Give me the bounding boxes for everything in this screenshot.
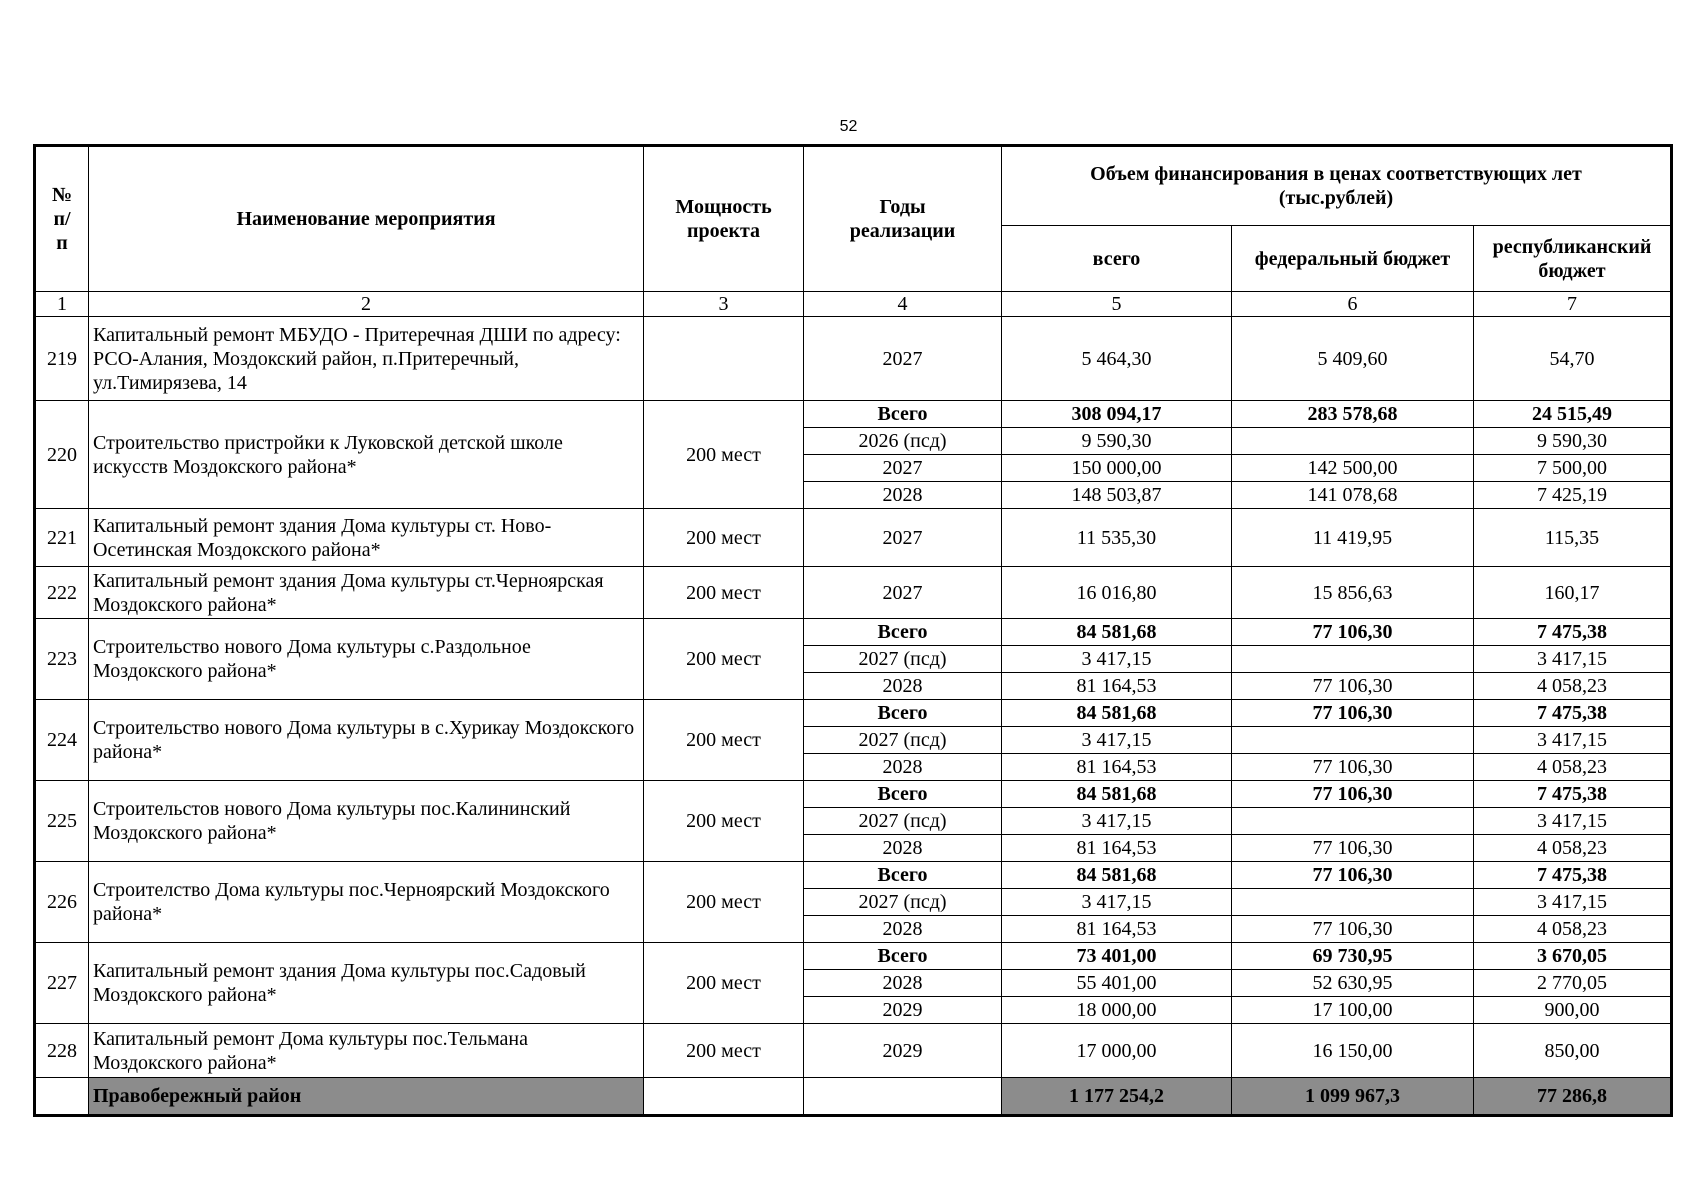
funding-total: 55 401,00 bbox=[1002, 970, 1232, 997]
implementation-year: 2029 bbox=[804, 997, 1002, 1024]
funding-republic: 3 417,15 bbox=[1474, 889, 1672, 916]
header-years: Годы реализации bbox=[804, 146, 1002, 292]
funding-republic: 7 475,38 bbox=[1474, 619, 1672, 646]
funding-total: 73 401,00 bbox=[1002, 943, 1232, 970]
implementation-year: 2027 bbox=[804, 567, 1002, 619]
funding-federal: 16 150,00 bbox=[1232, 1024, 1474, 1078]
event-name: Капитальный ремонт здания Дома культуры пос.Садовый Моздокского района* bbox=[89, 943, 644, 1024]
funding-total: 3 417,15 bbox=[1002, 808, 1232, 835]
implementation-year: 2029 bbox=[804, 1024, 1002, 1078]
funding-total: 81 164,53 bbox=[1002, 916, 1232, 943]
column-index-row bbox=[35, 292, 1672, 317]
table-row bbox=[35, 567, 1672, 619]
row-number: 225 bbox=[35, 781, 89, 862]
funding-total: 17 000,00 bbox=[1002, 1024, 1232, 1078]
funding-federal: 52 630,95 bbox=[1232, 970, 1474, 997]
project-capacity bbox=[644, 317, 804, 401]
funding-federal: 5 409,60 bbox=[1232, 317, 1474, 401]
funding-total: 81 164,53 bbox=[1002, 673, 1232, 700]
funding-federal bbox=[1232, 808, 1474, 835]
funding-republic: 3 670,05 bbox=[1474, 943, 1672, 970]
funding-total: 9 590,30 bbox=[1002, 428, 1232, 455]
funding-republic: 7 475,38 bbox=[1474, 862, 1672, 889]
header-num: № п/п bbox=[35, 146, 89, 292]
column-index: 1 bbox=[35, 292, 89, 317]
row-number: 224 bbox=[35, 700, 89, 781]
header-row-1 bbox=[35, 146, 1672, 226]
funding-republic: 7 475,38 bbox=[1474, 700, 1672, 727]
funding-republic: 4 058,23 bbox=[1474, 916, 1672, 943]
project-capacity: 200 мест bbox=[644, 509, 804, 567]
funding-federal: 17 100,00 bbox=[1232, 997, 1474, 1024]
implementation-year: Всего bbox=[804, 619, 1002, 646]
row-number: 221 bbox=[35, 509, 89, 567]
funding-federal: 141 078,68 bbox=[1232, 482, 1474, 509]
funding-federal bbox=[1232, 727, 1474, 754]
funding-federal: 11 419,95 bbox=[1232, 509, 1474, 567]
project-capacity: 200 мест bbox=[644, 700, 804, 781]
column-index: 5 bbox=[1002, 292, 1232, 317]
total-row-years-cell bbox=[804, 1078, 1002, 1116]
header-name: Наименование мероприятия bbox=[89, 146, 644, 292]
implementation-year: 2028 bbox=[804, 673, 1002, 700]
header-capacity: Мощность проекта bbox=[644, 146, 804, 292]
funding-republic: 4 058,23 bbox=[1474, 835, 1672, 862]
column-index: 7 bbox=[1474, 292, 1672, 317]
column-index: 4 bbox=[804, 292, 1002, 317]
total-row-federal: 1 099 967,3 bbox=[1232, 1078, 1474, 1116]
event-name: Капитальный ремонт Дома культуры пос.Тельмана Моздокского района* bbox=[89, 1024, 644, 1078]
funding-total: 81 164,53 bbox=[1002, 835, 1232, 862]
event-name: Строительство нового Дома культуры в с.Хурикау Моздокского района* bbox=[89, 700, 644, 781]
header-federal: федеральный бюджет bbox=[1232, 226, 1474, 292]
row-number: 227 bbox=[35, 943, 89, 1024]
implementation-year: 2028 bbox=[804, 970, 1002, 997]
row-number: 222 bbox=[35, 567, 89, 619]
total-row-republic: 77 286,8 bbox=[1474, 1078, 1672, 1116]
funding-total: 16 016,80 bbox=[1002, 567, 1232, 619]
event-name: Капитальный ремонт здания Дома культуры ст.Черноярская Моздокского района* bbox=[89, 567, 644, 619]
funding-federal: 142 500,00 bbox=[1232, 455, 1474, 482]
funding-total: 3 417,15 bbox=[1002, 646, 1232, 673]
funding-republic: 9 590,30 bbox=[1474, 428, 1672, 455]
implementation-year: 2026 (псд) bbox=[804, 428, 1002, 455]
funding-republic: 4 058,23 bbox=[1474, 754, 1672, 781]
implementation-year: 2027 (псд) bbox=[804, 889, 1002, 916]
funding-total: 308 094,17 bbox=[1002, 401, 1232, 428]
table-row bbox=[35, 943, 1672, 970]
funding-federal: 77 106,30 bbox=[1232, 916, 1474, 943]
implementation-year: Всего bbox=[804, 700, 1002, 727]
implementation-year: 2028 bbox=[804, 482, 1002, 509]
table-row bbox=[35, 862, 1672, 889]
project-capacity: 200 мест bbox=[644, 401, 804, 509]
funding-republic: 900,00 bbox=[1474, 997, 1672, 1024]
event-name: Строительстов нового Дома культуры пос.Калининский Моздокского района* bbox=[89, 781, 644, 862]
funding-republic: 160,17 bbox=[1474, 567, 1672, 619]
project-capacity: 200 мест bbox=[644, 781, 804, 862]
funding-federal bbox=[1232, 428, 1474, 455]
header-total: всего bbox=[1002, 226, 1232, 292]
funding-federal: 77 106,30 bbox=[1232, 619, 1474, 646]
funding-republic: 7 500,00 bbox=[1474, 455, 1672, 482]
implementation-year: 2027 (псд) bbox=[804, 646, 1002, 673]
table-row bbox=[35, 401, 1672, 428]
funding-federal: 15 856,63 bbox=[1232, 567, 1474, 619]
header-funding: Объем финансирования в ценах соответствующих лет (тыс.рублей) bbox=[1002, 146, 1672, 226]
funding-total: 18 000,00 bbox=[1002, 997, 1232, 1024]
row-number: 223 bbox=[35, 619, 89, 700]
funding-federal: 69 730,95 bbox=[1232, 943, 1474, 970]
column-index: 2 bbox=[89, 292, 644, 317]
implementation-year: Всего bbox=[804, 781, 1002, 808]
table-row bbox=[35, 700, 1672, 727]
funding-total: 11 535,30 bbox=[1002, 509, 1232, 567]
column-index: 3 bbox=[644, 292, 804, 317]
funding-republic: 7 475,38 bbox=[1474, 781, 1672, 808]
header-republic: республиканский бюджет bbox=[1474, 226, 1672, 292]
funding-republic: 850,00 bbox=[1474, 1024, 1672, 1078]
funding-republic: 115,35 bbox=[1474, 509, 1672, 567]
funding-federal: 77 106,30 bbox=[1232, 835, 1474, 862]
funding-federal bbox=[1232, 646, 1474, 673]
funding-total: 3 417,15 bbox=[1002, 889, 1232, 916]
project-capacity: 200 мест bbox=[644, 862, 804, 943]
funding-total: 5 464,30 bbox=[1002, 317, 1232, 401]
table-row bbox=[35, 619, 1672, 646]
funding-federal: 283 578,68 bbox=[1232, 401, 1474, 428]
funding-total: 84 581,68 bbox=[1002, 700, 1232, 727]
page-number: 52 bbox=[839, 118, 858, 135]
implementation-year: Всего bbox=[804, 862, 1002, 889]
table-row bbox=[35, 781, 1672, 808]
funding-republic: 3 417,15 bbox=[1474, 727, 1672, 754]
project-capacity: 200 мест bbox=[644, 619, 804, 700]
event-name: Капитальный ремонт здания Дома культуры ст. Ново-Осетинская Моздокского района* bbox=[89, 509, 644, 567]
funding-federal: 77 106,30 bbox=[1232, 754, 1474, 781]
implementation-year: Всего bbox=[804, 943, 1002, 970]
funding-republic: 3 417,15 bbox=[1474, 646, 1672, 673]
table-row bbox=[35, 317, 1672, 401]
implementation-year: 2027 bbox=[804, 317, 1002, 401]
table-row bbox=[35, 509, 1672, 567]
implementation-year: 2027 (псд) bbox=[804, 727, 1002, 754]
implementation-year: 2028 bbox=[804, 754, 1002, 781]
funding-federal: 77 106,30 bbox=[1232, 862, 1474, 889]
event-name: Капитальный ремонт МБУДО - Притеречная ДШИ по адресу: РСО-Алания, Моздокский район, п.Притеречный, ул.Тимирязева, 14 bbox=[89, 317, 644, 401]
row-number: 219 bbox=[35, 317, 89, 401]
funding-republic: 2 770,05 bbox=[1474, 970, 1672, 997]
funding-total: 150 000,00 bbox=[1002, 455, 1232, 482]
funding-republic: 4 058,23 bbox=[1474, 673, 1672, 700]
funding-total: 84 581,68 bbox=[1002, 862, 1232, 889]
funding-federal: 77 106,30 bbox=[1232, 673, 1474, 700]
project-capacity: 200 мест bbox=[644, 943, 804, 1024]
total-row-total: 1 177 254,2 bbox=[1002, 1078, 1232, 1116]
row-number: 226 bbox=[35, 862, 89, 943]
funding-total: 84 581,68 bbox=[1002, 619, 1232, 646]
funding-total: 81 164,53 bbox=[1002, 754, 1232, 781]
funding-republic: 54,70 bbox=[1474, 317, 1672, 401]
total-row-capacity-cell bbox=[644, 1078, 804, 1116]
implementation-year: 2027 (псд) bbox=[804, 808, 1002, 835]
funding-republic: 3 417,15 bbox=[1474, 808, 1672, 835]
implementation-year: 2028 bbox=[804, 835, 1002, 862]
implementation-year: Всего bbox=[804, 401, 1002, 428]
funding-republic: 7 425,19 bbox=[1474, 482, 1672, 509]
funding-total: 3 417,15 bbox=[1002, 727, 1232, 754]
funding-federal: 77 106,30 bbox=[1232, 700, 1474, 727]
implementation-year: 2027 bbox=[804, 455, 1002, 482]
table-body bbox=[35, 292, 1672, 1116]
event-name: Строителство Дома культуры пос.Черноярский Моздокского района* bbox=[89, 862, 644, 943]
funding-federal bbox=[1232, 889, 1474, 916]
row-number: 220 bbox=[35, 401, 89, 509]
funding-table bbox=[33, 144, 1673, 1117]
funding-total: 84 581,68 bbox=[1002, 781, 1232, 808]
funding-republic: 24 515,49 bbox=[1474, 401, 1672, 428]
total-row-num-cell bbox=[35, 1078, 89, 1116]
funding-federal: 77 106,30 bbox=[1232, 781, 1474, 808]
project-capacity: 200 мест bbox=[644, 567, 804, 619]
implementation-year: 2027 bbox=[804, 509, 1002, 567]
column-index: 6 bbox=[1232, 292, 1474, 317]
project-capacity: 200 мест bbox=[644, 1024, 804, 1078]
implementation-year: 2028 bbox=[804, 916, 1002, 943]
funding-total: 148 503,87 bbox=[1002, 482, 1232, 509]
total-row-label: Правобережный район bbox=[89, 1078, 644, 1116]
table-row bbox=[35, 1024, 1672, 1078]
total-row bbox=[35, 1078, 1672, 1116]
event-name: Строительство пристройки к Луковской детской школе искусств Моздокского района* bbox=[89, 401, 644, 509]
event-name: Строительство нового Дома культуры с.Раздольное Моздокского района* bbox=[89, 619, 644, 700]
row-number: 228 bbox=[35, 1024, 89, 1078]
